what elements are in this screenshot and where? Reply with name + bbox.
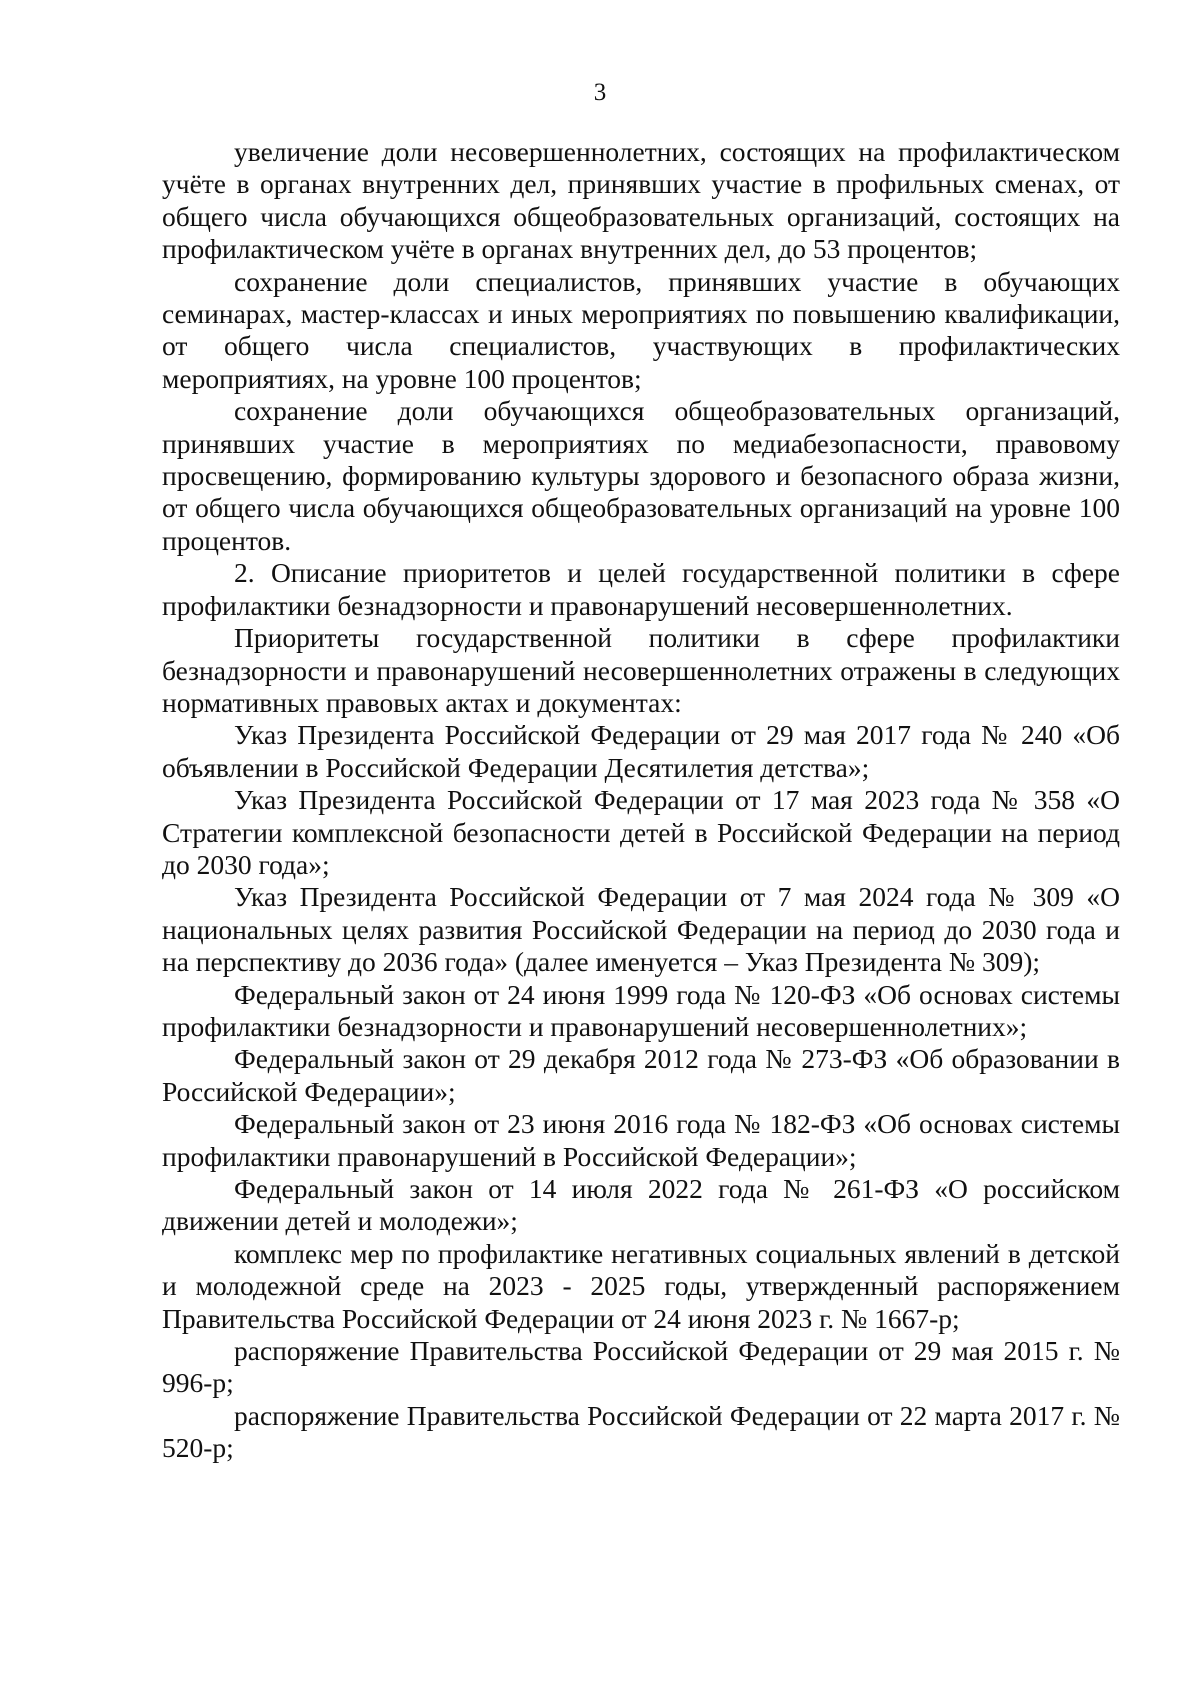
list-item-law-273: Федеральный закон от 29 декабря 2012 года № 273-ФЗ «Об образовании в Российской Федерации»; (162, 1043, 1120, 1107)
page-number: 3 (593, 79, 607, 106)
list-item-law-261: Федеральный закон от 14 июля 2022 года № 261-ФЗ «О российском движении детей и молодежи»; (162, 1173, 1120, 1237)
paragraph-indicator-minors-profile-shifts: увеличение доли несовершеннолетних, состоящих на профилактическом учёте в органах внутренних дел, принявших участие в профильных сменах, от общего числа обучающихся общеобразовательных организаций, состоящих на профилактическом учёте в органах внутренних дел, до 53 процентов; (162, 136, 1120, 265)
paragraph-priorities-intro: Приоритеты государственной политики в сфере профилактики безнадзорности и правонарушений несовершеннолетних отражены в следующих нормативных правовых актах и документах: (162, 622, 1120, 718)
list-item-decree-309: Указ Президента Российской Федерации от 7 мая 2024 года № 309 «О национальных целях развития Российской Федерации на период до 2030 года и на перспективу до 2036 года» (далее именуется – Указ Президента № 309); (162, 881, 1120, 978)
list-item-order-996: распоряжение Правительства Российской Федерации от 29 мая 2015 г. № 996-р; (162, 1335, 1120, 1399)
paragraph-indicator-media-safety: сохранение доли обучающихся общеобразовательных организаций, принявших участие в мероприятиях по медиабезопасности, правовому просвещению, формированию культуры здорового и безопасного образа жизни, от общего числа обучающихся общеобразовательных организаций на уровне 100 процентов. (162, 395, 1120, 556)
list-item-decree-240: Указ Президента Российской Федерации от 29 мая 2017 года № 240 «Об объявлении в Российской Федерации Десятилетия детства»; (162, 719, 1120, 783)
paragraph-indicator-specialists-training: сохранение доли специалистов, принявших участие в обучающих семинарах, мастер-классах и иных мероприятиях по повышению квалификации, от общего числа специалистов, участвующих в профилактических мероприятиях, на уровне 100 процентов; (162, 265, 1120, 394)
list-item-decree-358: Указ Президента Российской Федерации от 17 мая 2023 года № 358 «О Стратегии комплексной безопасности детей в Российской Федерации на период до 2030 года»; (162, 784, 1120, 880)
section-heading-priorities: 2. Описание приоритетов и целей государственной политики в сфере профилактики безнадзорности и правонарушений несовершеннолетних. (162, 557, 1120, 621)
list-item-law-120: Федеральный закон от 24 июня 1999 года № 120-ФЗ «Об основах системы профилактики безнадзорности и правонарушений несовершеннолетних»; (162, 978, 1120, 1042)
list-item-law-182: Федеральный закон от 23 июня 2016 года № 182-ФЗ «Об основах системы профилактики правонарушений в Российской Федерации»; (162, 1108, 1120, 1172)
list-item-measures-1667: комплекс мер по профилактике негативных социальных явлений в детской и молодежной среде на 2023 - 2025 годы, утвержденный распоряжением Правительства Российской Федерации от 24 июня 2023 г. № 1667-р; (162, 1237, 1120, 1334)
document-body (162, 136, 1120, 1465)
list-item-order-520: распоряжение Правительства Российской Федерации от 22 марта 2017 г. № 520-р; (162, 1399, 1120, 1464)
